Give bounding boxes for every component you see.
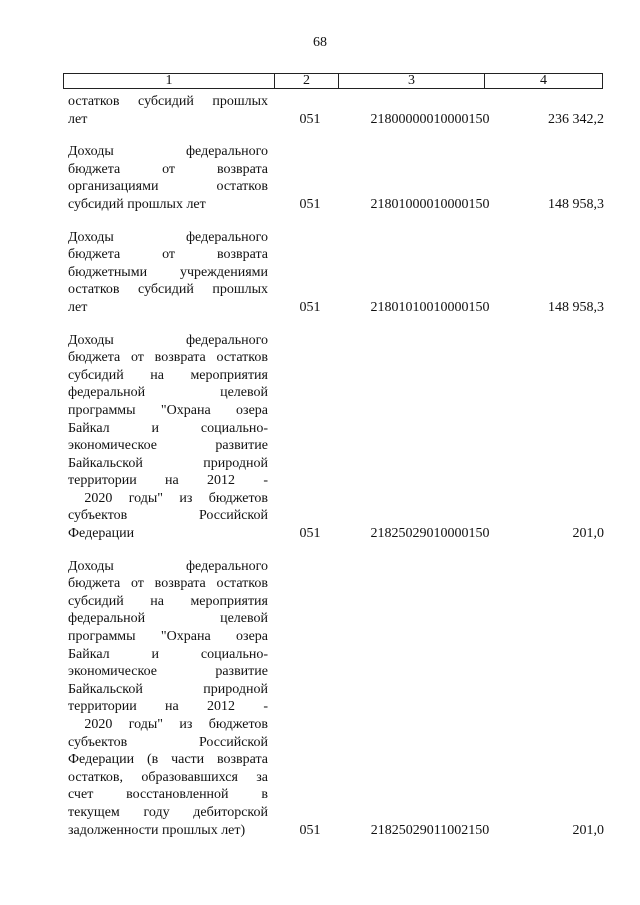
- row-name-line: бюджета от возврата: [68, 247, 268, 263]
- row-name-line: субсидий на мероприятия: [68, 593, 268, 609]
- row-code: 051: [299, 526, 321, 542]
- row-code: 051: [299, 822, 321, 838]
- row-name-line: задолженности прошлых лет): [68, 822, 246, 838]
- row-name-line: лет: [68, 299, 88, 315]
- row-kbk: 21801010010000150: [370, 299, 490, 315]
- row-name-line: бюджета от возврата остатков: [68, 576, 268, 592]
- row-name-line: Доходы федерального: [68, 229, 268, 245]
- row-kbk: 21825029010000150: [370, 526, 490, 542]
- row-amount: 148 958,3: [548, 299, 604, 315]
- row-name-line: Федерации (в части возврата: [68, 752, 268, 768]
- row-name-line: программы "Охрана озера: [68, 629, 268, 645]
- row-amount: 201,0: [572, 822, 604, 838]
- row-code: 051: [299, 196, 321, 212]
- row-name-line: 2020 годы" из бюджетов: [68, 717, 268, 732]
- row-name-line: Байкальской природной: [68, 681, 268, 697]
- row-code: 051: [299, 111, 321, 127]
- row-name-line: субсидий прошлых лет: [68, 196, 206, 212]
- row-amount: 148 958,3: [548, 196, 604, 212]
- row-name-line: территории на 2012 -: [68, 473, 268, 489]
- row-name: [68, 229, 268, 317]
- page-number: 68: [313, 35, 327, 50]
- row-name-line: Федерации: [68, 526, 135, 542]
- row-name-line: субсидий на мероприятия: [68, 367, 268, 383]
- row-name-line: остатков субсидий прошлых: [68, 94, 268, 109]
- row-name-line: Байкальской природной: [68, 455, 268, 471]
- row-name-line: субъектов Российской: [68, 734, 268, 750]
- row-name-line: программы "Охрана озера: [68, 402, 268, 418]
- row-amount: 236 342,2: [548, 111, 604, 127]
- table-row: [68, 332, 604, 543]
- header-col-4: 4: [540, 73, 547, 88]
- row-name-line: Доходы федерального: [68, 144, 268, 160]
- row-name-line: Байкал и социально-: [68, 646, 268, 662]
- row-kbk: 21800000010000150: [370, 111, 490, 127]
- row-name-line: 2020 годы" из бюджетов: [68, 490, 268, 506]
- row-name-line: бюджета от возврата остатков: [68, 350, 268, 366]
- row-name-line: Доходы федерального: [68, 332, 268, 348]
- row-code: 051: [299, 299, 321, 315]
- row-name-line: бюджетными учреждениями: [68, 264, 268, 280]
- row-name-line: территории на 2012 -: [68, 699, 268, 715]
- row-name-line: субъектов Российской: [68, 508, 268, 524]
- header-col-2: 2: [275, 74, 339, 88]
- row-name: [68, 332, 268, 543]
- row-name: [68, 143, 268, 213]
- header-col-1: 1: [64, 74, 275, 88]
- table-row: [68, 558, 604, 840]
- row-name-line: остатков, образовавшихся за: [68, 769, 268, 785]
- header-col-3: 3: [339, 74, 485, 88]
- row-name: [68, 558, 268, 840]
- table-row: [68, 93, 604, 128]
- table-body: [68, 93, 604, 854]
- row-name-line: Доходы федерального: [68, 558, 268, 574]
- row-amount: 201,0: [572, 526, 604, 542]
- row-name-line: остатков субсидий прошлых: [68, 282, 268, 298]
- row-name-line: экономическое развитие: [68, 664, 268, 680]
- row-name-line: федеральной целевой: [68, 611, 268, 627]
- row-kbk: 21825029011002150: [370, 822, 490, 838]
- row-kbk: 21801000010000150: [370, 196, 490, 212]
- row-name-line: бюджета от возврата: [68, 161, 268, 177]
- row-name-line: Байкал и социально-: [68, 420, 268, 436]
- row-name-line: текущем году дебиторской: [68, 804, 268, 820]
- table-row: [68, 143, 604, 213]
- table-row: [68, 229, 604, 317]
- row-name-line: счет восстановленной в: [68, 787, 268, 803]
- row-name-line: федеральной целевой: [68, 385, 268, 401]
- row-name: [68, 93, 268, 128]
- row-name-line: лет: [68, 111, 88, 127]
- table-header: [63, 73, 603, 89]
- row-name-line: экономическое развитие: [68, 438, 268, 454]
- row-name-line: организациями остатков: [68, 179, 268, 195]
